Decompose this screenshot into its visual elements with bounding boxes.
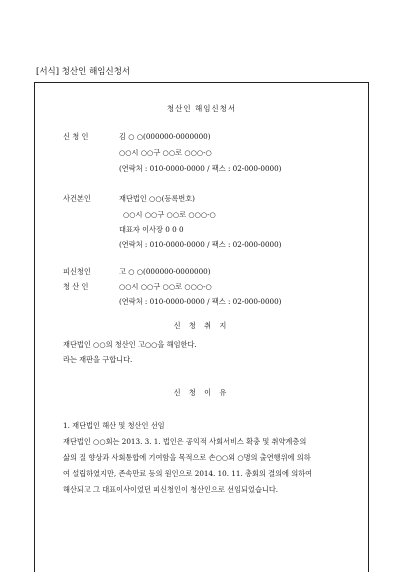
reasons-line: 삶의 질 향상과 사회통합에 기여함을 목적으로 손○○외 ○명의 출연행위에 의하 (63, 453, 311, 462)
form-label: [서식] 청산인 해임신청서 (36, 67, 131, 77)
liquidator-label: 청 산 인 (63, 282, 89, 291)
document-title: 청산인 해임신청서 (166, 104, 237, 113)
purpose-line-1: 재단법인 ○○의 청산인 고○○을 해임한다. (63, 340, 197, 349)
respondent-label: 피신청인 (63, 267, 91, 276)
purpose-line-2: 라는 재판을 구합니다. (63, 355, 133, 364)
document-frame (34, 82, 369, 572)
respondent-address: ○○시 ○○구 ○○로 ○○○-○ (119, 282, 212, 291)
related-party-representative: 대표자 이사장 0 0 0 (119, 225, 184, 234)
applicant-contact: (연락처 : 010-0000-0000 / 팩스 : 02-000-0000) (119, 164, 282, 173)
related-party-name: 재단법인 ○○(등록번호) (119, 194, 195, 203)
reasons-section-title: 1. 재단법인 해산 및 청산인 선임 (63, 421, 165, 430)
related-party-label: 사건본인 (63, 194, 91, 203)
applicant-address: ○○시 ○○구 ○○로 ○○○-○ (119, 148, 212, 157)
respondent-contact: (연락처 : 010-0000-0000 / 팩스 : 02-000-0000) (119, 297, 282, 306)
applicant-name: 김 ○ ○(000000-0000000) (119, 132, 211, 141)
related-party-contact: (연락처 : 010-0000-0000 / 팩스 : 02-000-0000) (119, 240, 282, 249)
reasons-heading: 신 청 이 유 (173, 388, 230, 397)
applicant-label: 신 청 인 (63, 132, 89, 141)
reasons-line: 재단법인 ○○회는 2013. 3. 1. 법인은 공익적 사회서비스 확충 및 취약계층의 (63, 437, 307, 446)
reasons-line: 해산되고 그 대표이사이었던 피신청인이 청산인으로 선임되었습니다. (63, 485, 279, 494)
purpose-heading: 신 청 취 지 (173, 321, 230, 330)
related-party-address: ○○시 ○○구 ○○로 ○○○-○ (123, 210, 216, 219)
reasons-line: 여 설립하였지만, 존속만료 등의 원인으로 2014. 10. 11. 총회의 결의에 의하여 (63, 469, 313, 478)
respondent-name: 고 ○ ○(000000-0000000) (119, 267, 211, 276)
